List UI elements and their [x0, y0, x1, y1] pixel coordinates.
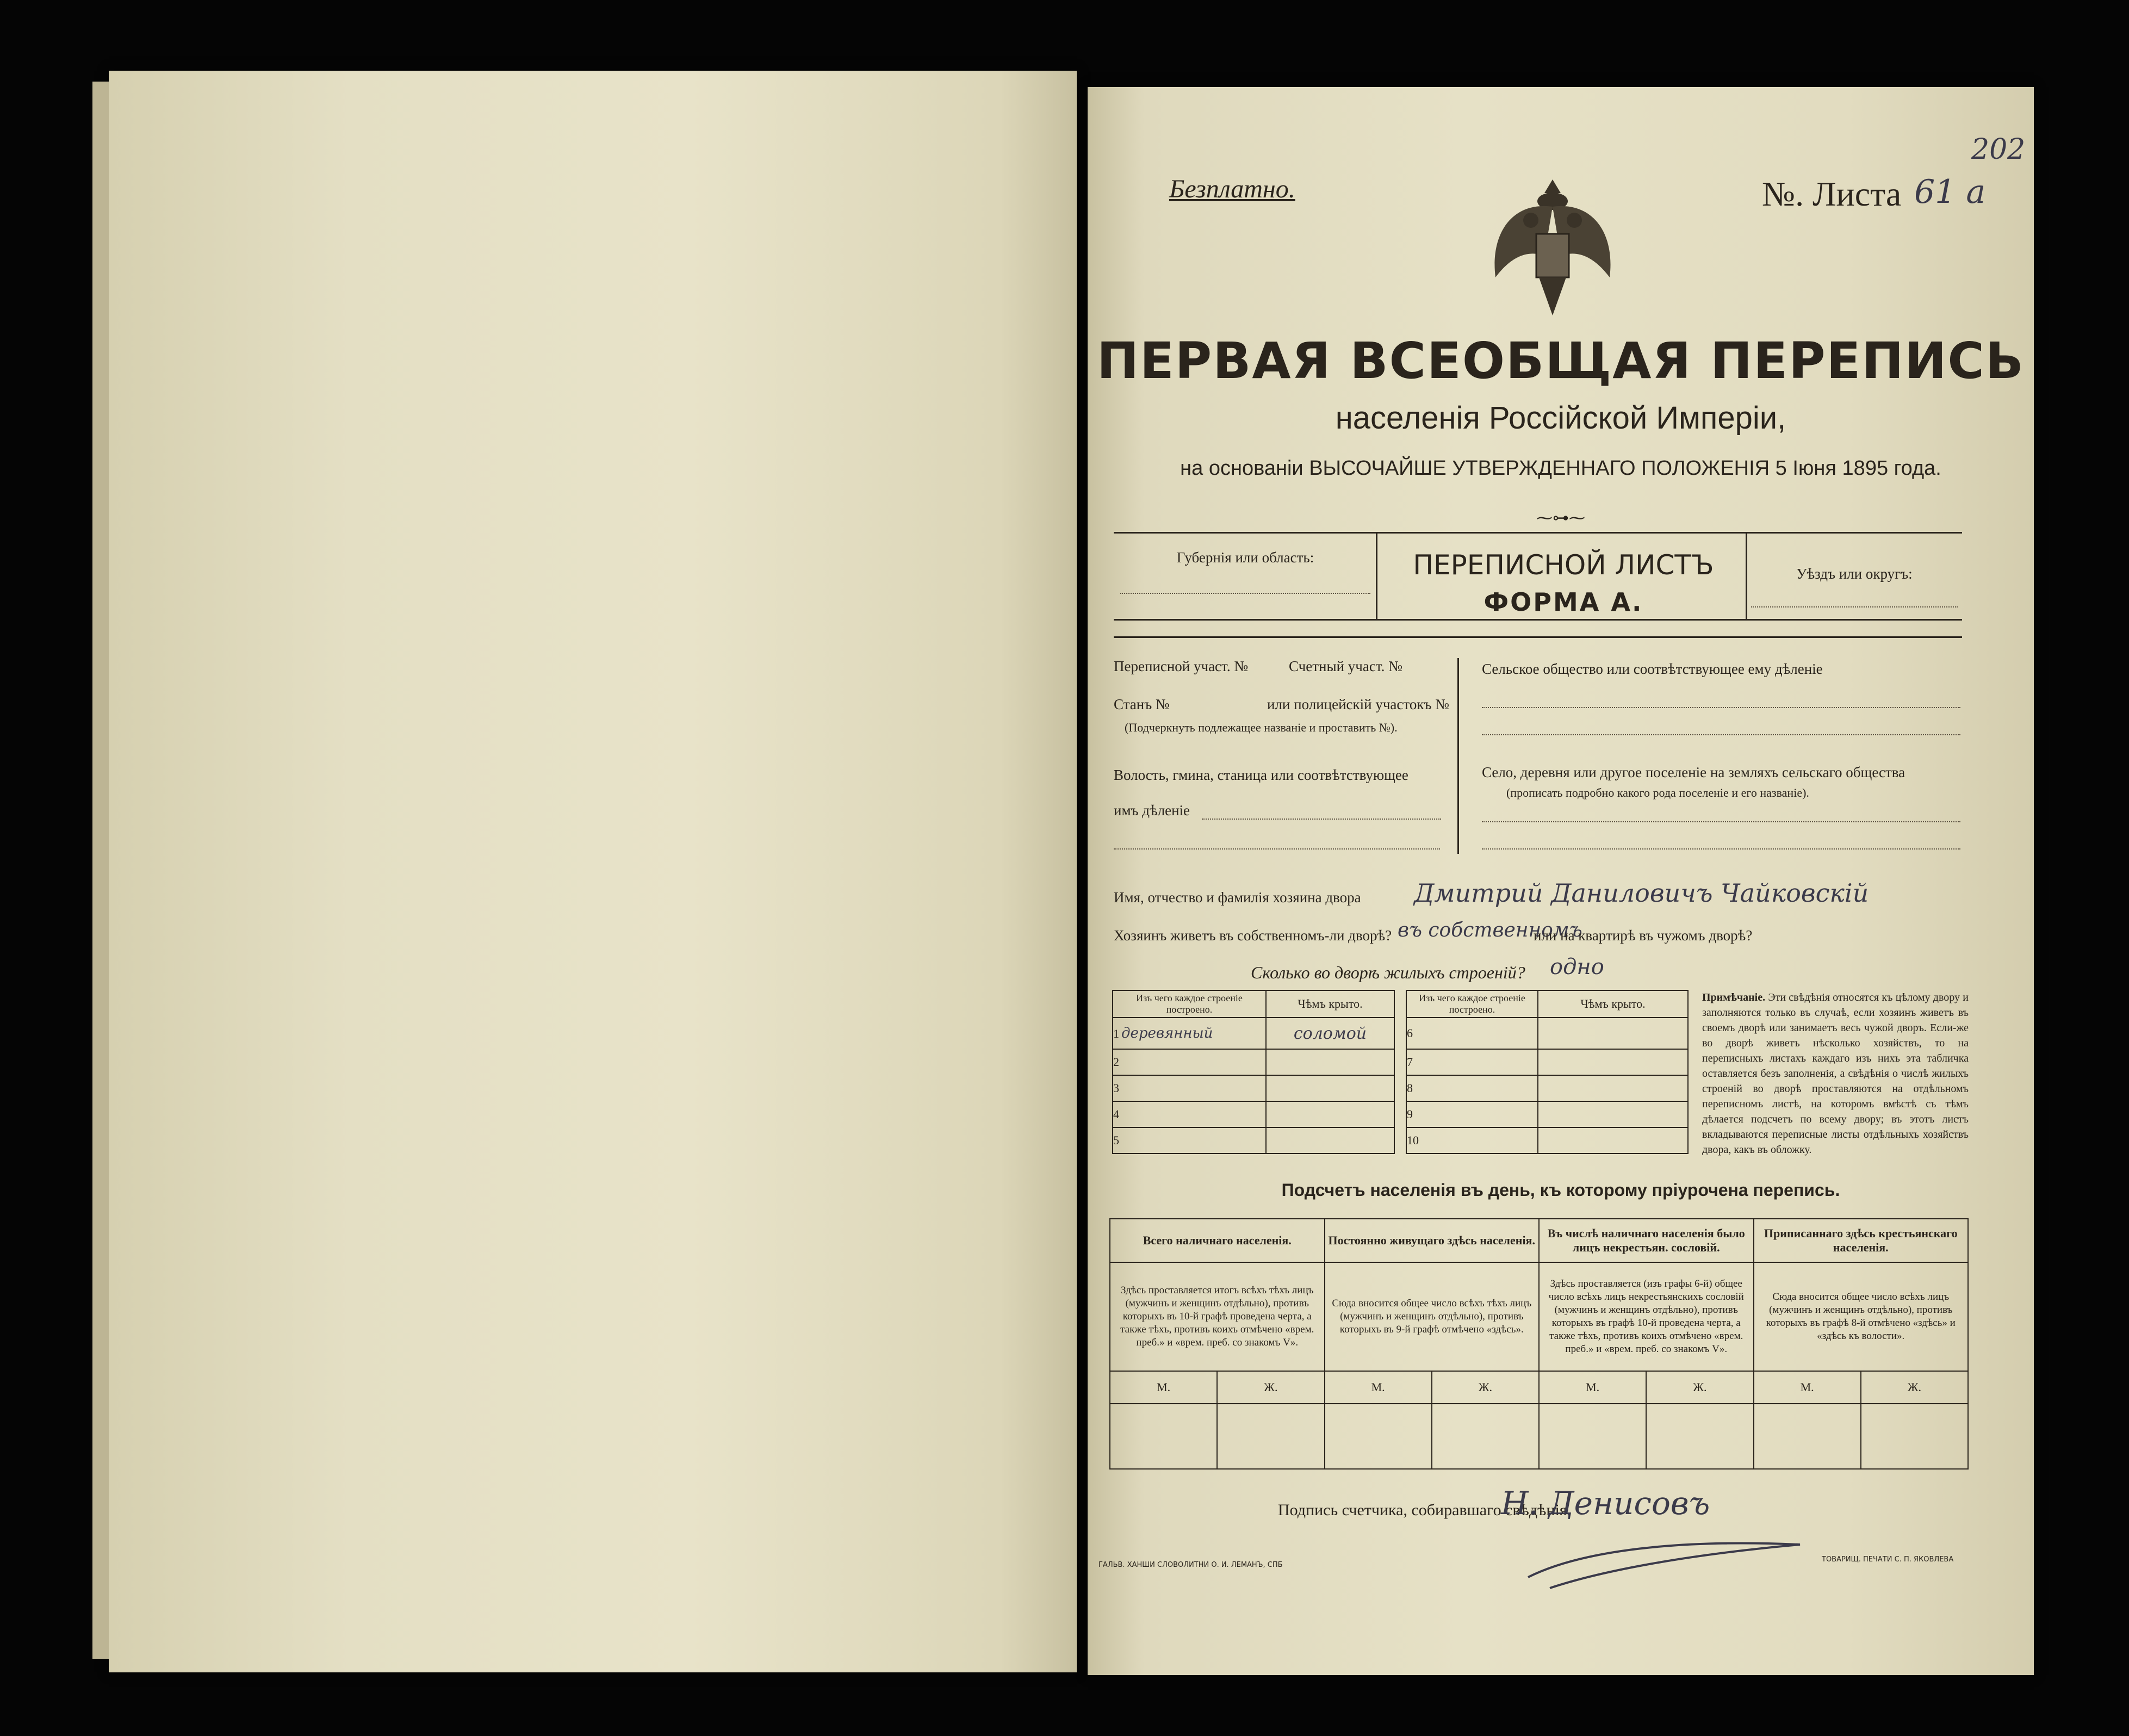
lives-label-2: или на квартирѣ въ чужомъ дворѣ? [1534, 927, 1753, 944]
row-number: 8 [1406, 1075, 1538, 1101]
summary-col-head: Всего наличнаго населенія. [1110, 1219, 1325, 1262]
left-blank-page [109, 71, 1077, 1672]
row-number: 9 [1406, 1101, 1538, 1127]
rural-society-line-2[interactable] [1482, 734, 1960, 735]
male-header: М. [1754, 1371, 1861, 1404]
note-title: Примѣчаніе. [1702, 991, 1766, 1003]
sheet-title: ПЕРЕПИСНОЙ ЛИСТЪ [1413, 549, 1714, 581]
rule [1376, 532, 1377, 619]
summary-col-desc: Здѣсь проставляется итогъ всѣхъ тѣхъ лицъ (мужчинъ и женщинъ отдѣльно), противъ которыхъ въ 10-й графѣ проведена черта, а также тѣхъ, противъ коихъ отмѣчено «врем. преб.» и «врем. преб. со знакомъ V». [1110, 1262, 1325, 1371]
roof-value: соломой [1266, 1018, 1394, 1049]
table-row [1406, 1127, 1688, 1154]
summary-col-desc: Здѣсь проставляется (изъ графы 6-й) общее число всѣхъ лицъ некрестьянскихъ сословій (мужчинъ и женщинъ отдѣльно), противъ которыхъ въ графѣ 10-й проведена черта, а также тѣхъ, противъ коихъ отмѣчено «врем. преб.» и «врем. преб. со знакомъ V». [1539, 1262, 1754, 1371]
printer-left: ГАЛЬВ. ХАНШИ СЛОВОЛИТНИ О. И. ЛЕМАНЪ, СПБ [1098, 1561, 1283, 1569]
village-label: Село, деревня или другое поселеніе на земляхъ сельскаго общества [1482, 764, 1905, 780]
female-header: Ж. [1432, 1371, 1539, 1404]
row-number: 10 [1406, 1127, 1538, 1154]
population-summary-table [1109, 1218, 1969, 1470]
table-row [1113, 1075, 1394, 1101]
summary-col-desc: Сюда вносится общее число всѣхъ тѣхъ лицъ (мужчинъ и женщинъ отдѣльно), противъ которыхъ въ 9-й графѣ отмѣчено «здѣсь». [1325, 1262, 1540, 1371]
sheet-number-value: 61 а [1914, 173, 1986, 211]
summary-col-desc: Сюда вносится общее число всѣхъ лицъ (мужчинъ и женщинъ отдѣльно), противъ которыхъ въ графѣ 8-й отмѣчено «здѣсь» и «здѣсь къ волости». [1754, 1262, 1969, 1371]
table-row [1406, 1049, 1688, 1075]
volost-label: Волость, гмина, станица или соотвѣтствующее [1114, 767, 1408, 783]
stan-label: Станъ № [1114, 696, 1170, 712]
village-line[interactable] [1482, 821, 1960, 822]
male-header: М. [1325, 1371, 1432, 1404]
rule [1114, 619, 1962, 621]
table-row [1113, 1101, 1394, 1127]
signature-flourish [1517, 1528, 1822, 1594]
lives-value: въ собственномъ [1398, 919, 1582, 941]
female-header: Ж. [1217, 1371, 1324, 1404]
male-header: М. [1539, 1371, 1646, 1404]
form-subtitle: населенія Россійской Имперіи, [1335, 400, 1786, 436]
rural-society-line[interactable] [1482, 707, 1960, 708]
table-row [1113, 1018, 1394, 1049]
buildings-table-right [1406, 990, 1689, 1154]
village-note: (прописать подробно какого рода поселеніе и его названіе). [1506, 786, 1809, 799]
table-row [1113, 1049, 1394, 1075]
page-number: 202 [1971, 133, 2026, 166]
note-block [1702, 990, 1969, 1157]
volost-value-line-2[interactable] [1114, 848, 1440, 850]
row-number: 5 [1113, 1127, 1266, 1154]
note-text: Эти свѣдѣнія относятся къ цѣлому двору и заполняются только въ случаѣ, если хозяинъ живетъ въ своемъ дворѣ или занимаетъ весь чужой дворъ. Если-же во дворѣ живетъ нѣсколько хозяйствъ, то на переписныхъ листахъ каждаго изъ нихъ эта табличка оставляется безъ заполненія, а свѣдѣнія о числѣ жилыхъ строеній во дворѣ проставляются на отдѣльномъ переписномъ листѣ, на которомъ вмѣстѣ съ тѣмъ дѣлается подсчетъ по всему двору; въ этотъ листъ вкладываются переписные листы отдѣльныхъ хозяйствъ двора, какъ въ обложку. [1702, 991, 1969, 1156]
female-header: Ж. [1861, 1371, 1968, 1404]
police-area-label: или полицейскій участокъ № [1267, 696, 1449, 712]
rule [1457, 658, 1459, 854]
table-row [1406, 1018, 1688, 1049]
volost-label-2: имъ дѣленіе [1114, 802, 1190, 819]
row-number: 2 [1113, 1049, 1266, 1075]
signature-value: Н. Денисовъ [1501, 1485, 1710, 1522]
sheet-number-label: №. Листа [1762, 175, 1902, 213]
counting-area-label: Счетный участ. № [1289, 658, 1402, 674]
buildings-table-left [1112, 990, 1395, 1154]
table-row [1406, 1101, 1688, 1127]
material-value: деревянный [1121, 1025, 1213, 1041]
rule [1114, 532, 1962, 534]
col-roof-header: Чѣмъ крыто. [1538, 990, 1688, 1018]
male-header: М. [1110, 1371, 1217, 1404]
form-title: ПЕРВАЯ ВСЕОБЩАЯ ПЕРЕПИСЬ [1096, 332, 2025, 390]
form-basis: на основаніи ВЫСОЧАЙШЕ УТВЕРЖДЕННАГО ПОЛОЖЕНІЯ 5 Іюня 1895 года. [1180, 457, 1941, 480]
underline-note: (Подчеркнуть подлежащее названіе и проставить №). [1125, 721, 1398, 734]
free-label: Безплатно. [1169, 175, 1295, 203]
female-header: Ж. [1646, 1371, 1753, 1404]
summary-title: Подсчетъ населенія въ день, къ которому пріурочена перепись. [1281, 1180, 1840, 1200]
row-number: 4 [1113, 1101, 1266, 1127]
summary-col-head: Постоянно живущаго здѣсь населенія. [1325, 1219, 1540, 1262]
rule [1746, 532, 1747, 619]
imperial-eagle-emblem [1479, 169, 1626, 332]
page-edge [92, 82, 109, 1659]
row-number: 6 [1406, 1018, 1538, 1049]
rural-society-label: Сельское общество или соотвѣтствующее ему дѣленіе [1482, 661, 1823, 677]
census-form-page [1088, 87, 2034, 1675]
summary-col-head: Въ числѣ наличнаго населенія было лицъ некрестьян. сословій. [1539, 1219, 1754, 1262]
owner-label: Имя, отчество и фамилія хозяина двора [1114, 889, 1361, 906]
village-line-2[interactable] [1482, 848, 1960, 850]
signature-label: Подпись счетчика, собиравшаго свѣдѣнія [1278, 1501, 1567, 1519]
summary-col-head: Приписаннаго здѣсь крестьянскаго населенія. [1754, 1219, 1969, 1262]
row-number: 1 [1113, 1027, 1119, 1040]
province-value-line[interactable] [1120, 593, 1370, 594]
district-label: Уѣздъ или округъ: [1796, 566, 1913, 582]
buildings-label: Сколько во дворѣ жилыхъ строеній? [1251, 963, 1525, 982]
printer-right: ТОВАРИЩ. ПЕЧАТИ С. П. ЯКОВЛЕВА [1822, 1555, 1954, 1564]
col-material-header: Изъ чего каждое строеніе построено. [1406, 990, 1538, 1018]
row-number: 7 [1406, 1049, 1538, 1075]
buildings-value: одно [1550, 954, 1604, 979]
district-value-line[interactable] [1751, 606, 1958, 607]
row-number: 3 [1113, 1075, 1266, 1101]
col-roof-header: Чѣмъ крыто. [1266, 990, 1394, 1018]
table-row [1406, 1075, 1688, 1101]
rule [1114, 636, 1962, 638]
ornament-divider: ⁓⊶⁓ [1536, 509, 1585, 528]
table-row [1110, 1404, 1968, 1469]
form-name: ФОРМА А. [1484, 587, 1643, 617]
owner-value: Дмитрий Даниловичъ Чайковскій [1414, 878, 1869, 908]
col-material-header: Изъ чего каждое строеніе построено. [1113, 990, 1266, 1018]
table-row [1113, 1127, 1394, 1154]
volost-value-line[interactable] [1202, 819, 1441, 820]
province-label: Губернія или область: [1176, 549, 1314, 566]
census-area-label: Переписной участ. № [1114, 658, 1249, 674]
lives-label: Хозяинъ живетъ въ собственномъ-ли дворѣ? [1114, 927, 1392, 944]
